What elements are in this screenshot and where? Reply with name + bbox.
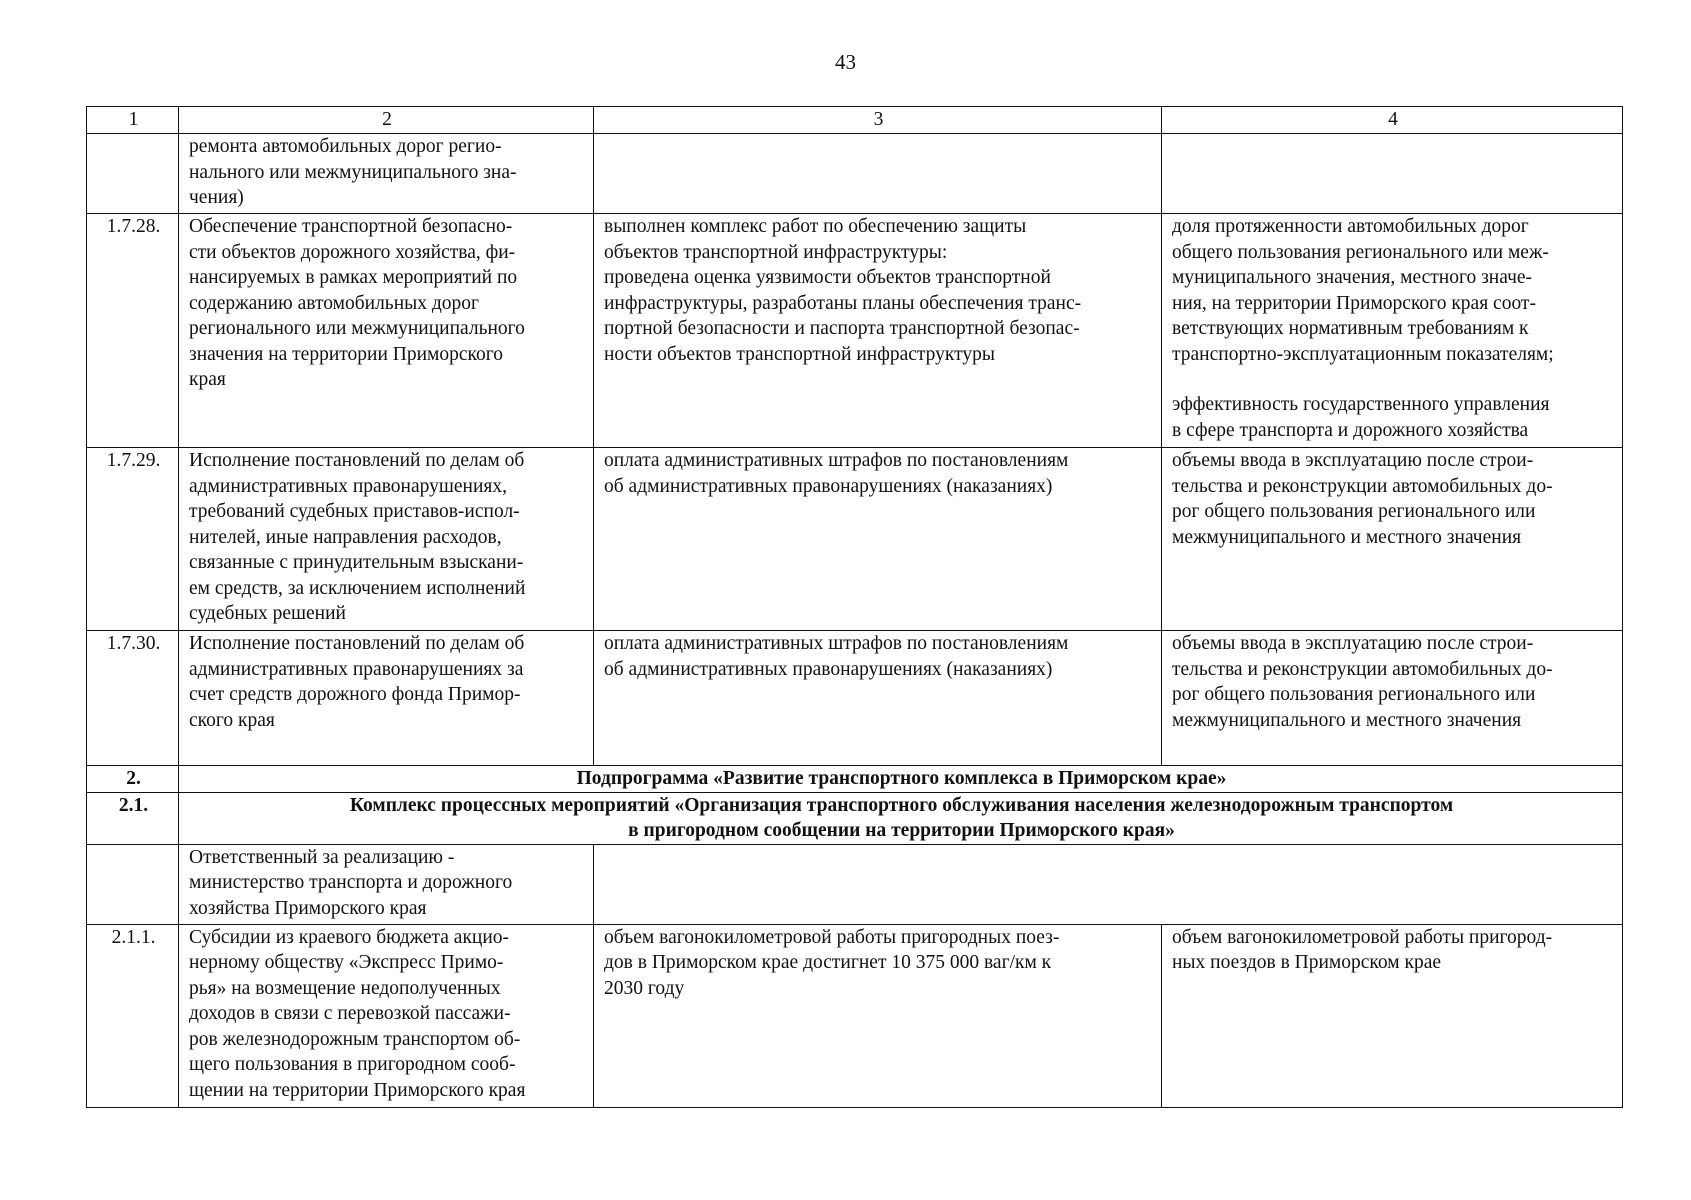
measure-cell: Обеспечение транспортной безопасно- сти объектов дорожного хозяйства, фи- нансируемых в рамках мероприятий по содержанию автомобильных дорог регионального или межмуниципального значения на территории Приморского края [179,214,594,448]
page-number: 43 [835,50,856,74]
table-row [87,134,1623,214]
measure-cell: ремонта автомобильных дорог регио- нального или межмуниципального зна- чения) [179,134,594,214]
section-number: 2.1. [87,792,179,844]
table-row [87,214,1623,448]
column-number: 1 [87,107,179,134]
result-cell [594,134,1162,214]
measure-cell: Исполнение постановлений по делам об административных правонарушениях за счет средств дорожного фонда Примор- ского края [179,631,594,766]
complex-row [87,792,1623,844]
indicator-cell: объемы ввода в эксплуатацию после строи- тельства и реконструкции автомобильных до- рог общего пользования регионального или межмуниципального и местного значения [1162,448,1623,631]
indicator-cell: объемы ввода в эксплуатацию после строи- тельства и реконструкции автомобильных до- рог общего пользования регионального или межмуниципального и местного значения [1162,631,1623,766]
responsible-cell: Ответственный за реализацию - министерство транспорта и дорожного хозяйства Приморского края [179,844,594,924]
result-cell: выполнен комплекс работ по обеспечению защиты объектов транспортной инфраструктуры: проведена оценка уязвимости объектов транспортной инфраструктуры, разработаны планы обеспечения транс- портной безопасности и паспорта транспортной безопас- ности объектов транспортной инфраструктуры [594,214,1162,448]
column-number: 4 [1162,107,1623,134]
measures-table [86,106,1623,1108]
result-cell: оплата административных штрафов по постановлениям об административных правонарушениях (наказаниях) [594,631,1162,766]
indicator-cell [1162,214,1623,448]
complex-title: Комплекс процессных мероприятий «Организация транспортного обслуживания населения железнодорожным транспортом в пригородном сообщении на территории Приморского края» [179,792,1623,844]
row-number: 1.7.29. [87,448,179,631]
row-number: 2.1.1. [87,924,179,1107]
indicator-text: доля протяженности автомобильных дорог общего пользования регионального или меж- муниципального значения, местного значе- ния, на территории Приморского края соот- ветствующих нормативным требованиям к транспортно-эксплуатационным показателям; [1172,216,1554,365]
indicator-cell: объем вагонокилометровой работы пригород- ных поездов в Приморском крае [1162,924,1623,1107]
table-row [87,448,1623,631]
column-number: 2 [179,107,594,134]
table-row [87,631,1623,766]
result-cell: объем вагонокилометровой работы пригородных поез- дов в Приморском крае достигнет 10 375 000 ваг/км к 2030 году [594,924,1162,1107]
indicator-cell [1162,134,1623,214]
column-number-row [87,107,1623,134]
row-number [87,134,179,214]
row-number [87,844,179,924]
empty-merged-cell [594,844,1623,924]
section-number: 2. [87,766,179,793]
measure-cell: Субсидии из краевого бюджета акцио- нерному обществу «Экспресс Примо- рья» на возмещение недополученных доходов в связи с перевозкой пассажи- ров железнодорожным транспортом об- щего пользования в пригородном сооб- щении на территории Приморского края [179,924,594,1107]
column-number: 3 [594,107,1162,134]
indicator-text: эффективность государственного управления в сфере транспорта и дорожного хозяйства [1172,394,1550,441]
row-number: 1.7.28. [87,214,179,448]
table-row [87,924,1623,1107]
result-cell: оплата административных штрафов по постановлениям об административных правонарушениях (наказаниях) [594,448,1162,631]
measure-cell: Исполнение постановлений по делам об административных правонарушениях, требований судебных приставов-испол- нителей, иные направления расходов, связанные с принудительным взыскани- ем средств, за исключением исполнений судебных решений [179,448,594,631]
subprogram-title: Подпрограмма «Развитие транспортного комплекса в Приморском крае» [179,766,1623,793]
responsible-row [87,844,1623,924]
subprogram-row [87,766,1623,793]
row-number: 1.7.30. [87,631,179,766]
